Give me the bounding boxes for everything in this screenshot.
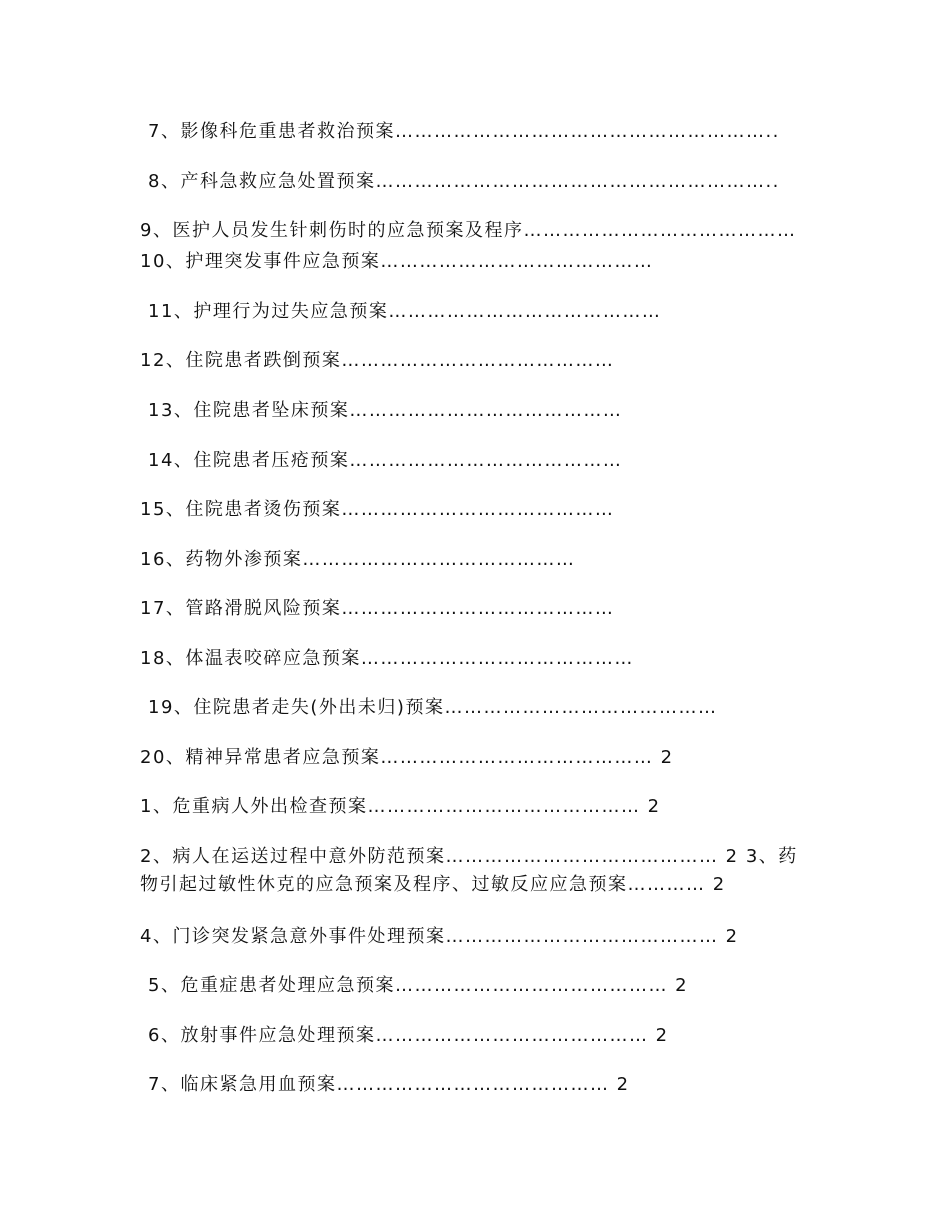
toc-entry-imaging-emergency: 7、影像科危重患者救治预案………………………………………………….. xyxy=(148,121,780,142)
toc-entry-extravasation: 16、药物外渗预案…………………………………… xyxy=(140,549,576,570)
toc-entry-nursing-incident: 10、护理突发事件应急预案…………………………………… xyxy=(140,251,654,272)
toc-entry-radiation: 6、放射事件应急处理预案…………………………………… 2 xyxy=(148,1025,669,1046)
toc-entry-bed-fall: 13、住院患者坠床预案…………………………………… xyxy=(148,400,623,421)
toc-entry-blood-transfusion: 7、临床紧急用血预案…………………………………… 2 xyxy=(148,1074,630,1095)
toc-entry-tube-slip: 17、管路滑脱风险预案…………………………………… xyxy=(140,598,615,619)
toc-entry-pressure-ulcer: 14、住院患者压疮预案…………………………………… xyxy=(148,450,623,471)
toc-entry-scald: 15、住院患者烫伤预案…………………………………… xyxy=(140,499,615,520)
toc-entry-needlestick: 9、医护人员发生针刺伤时的应急预案及程序…………………………………… xyxy=(140,220,797,241)
toc-entry-patient-missing: 19、住院患者走失(外出未归)预案…………………………………… xyxy=(148,697,718,718)
toc-entry-critical-patient: 5、危重症患者处理应急预案…………………………………… 2 xyxy=(148,975,689,996)
toc-entry-nursing-fault: 11、护理行为过失应急预案…………………………………… xyxy=(148,301,662,322)
toc-entry-outpatient-emergency: 4、门诊突发紧急意外事件处理预案…………………………………… 2 xyxy=(140,926,739,947)
toc-entry-transport-allergy: 2、病人在运送过程中意外防范预案…………………………………… 2 3、药物引起过敏性休克的应急预案及程序、过敏反应应急预案………… 2 xyxy=(140,846,798,895)
toc-entry-patient-fall: 12、住院患者跌倒预案…………………………………… xyxy=(140,350,615,371)
toc-entry-thermometer: 18、体温表咬碎应急预案…………………………………… xyxy=(140,648,634,669)
toc-entry-obstetric-emergency: 8、产科急救应急处置预案…………………………………………………….. xyxy=(148,171,780,192)
toc-entry-critical-exam: 1、危重病人外出检查预案…………………………………… 2 xyxy=(140,796,661,817)
toc-entry-mental-abnormal: 20、精神异常患者应急预案…………………………………… 2 xyxy=(140,747,674,768)
